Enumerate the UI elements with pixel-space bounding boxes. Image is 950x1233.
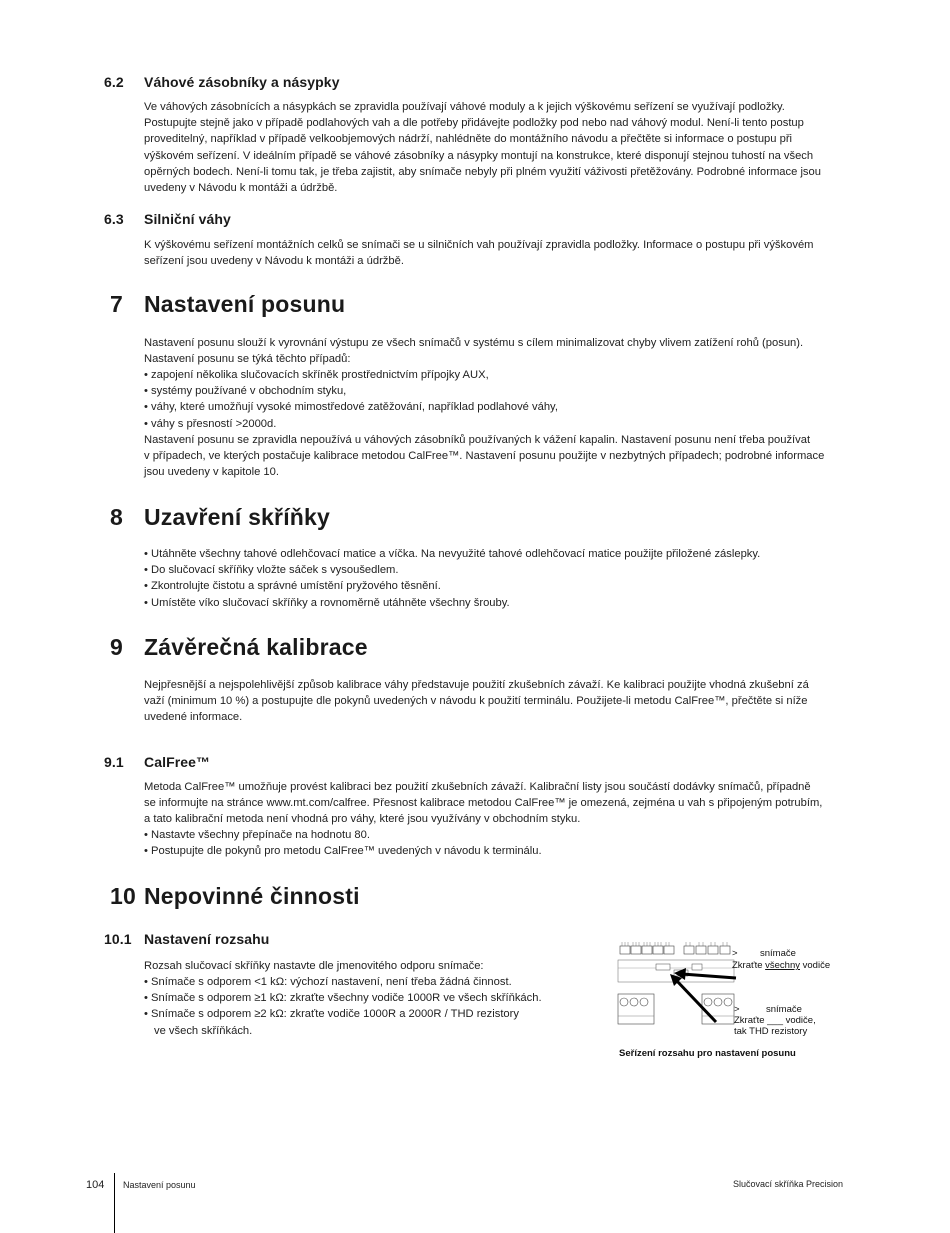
heading-number: 6.2 <box>104 74 124 90</box>
paragraph-6-2 <box>144 99 848 196</box>
span-adjustment-figure <box>616 940 848 1037</box>
list-item-continuation: ve všech skříňkách. <box>154 1024 253 1037</box>
list-item: • Snímače s odporem <1 kΩ: výchozí nastavení, není třeba žádná činnost. <box>144 974 584 990</box>
list-item: • Postupujte dle pokynů pro metodu CalFree™ uvedených v návodu k terminálu. <box>144 843 848 859</box>
list-item: • Snímače s odporem ≥2 kΩ: zkraťte vodiče 1000R a 2000R / THD rezistory <box>144 1006 584 1022</box>
paragraph-6-3 <box>144 237 848 269</box>
list-item: • Umístěte víko slučovací skříňky a rovnoměrně utáhněte všechny šrouby. <box>144 595 848 611</box>
chapter-number: 10 <box>110 883 136 909</box>
heading-title: Silniční váhy <box>144 211 231 227</box>
bullet-list-10-1 <box>144 974 584 1039</box>
text-line: Nastavení posunu se zpravidla nepoužívá u váhových zásobníků používaných k vážení kapalin. Nastavení posunu není třeba používat <box>144 434 811 446</box>
heading-title: Nastavení rozsahu <box>144 931 270 947</box>
paragraph-7-outro <box>144 432 848 481</box>
paragraph-9-1 <box>144 779 848 828</box>
text-line: jsou uvedeny v kapitole 10. <box>144 466 279 479</box>
bullet-list-8 <box>144 546 848 611</box>
list-item: • váhy s přesností >2000d. <box>144 416 848 432</box>
text-line: se informujte na stránce www.mt.com/calfree. Přesnost kalibrace metodou CalFree™ je omezená, zejména u vah s připojeným potrubím, <box>144 797 823 810</box>
footer-divider <box>114 1173 115 1233</box>
text-line: seřízení jsou uvedeny v Návodu k montáži a údržbě. <box>144 255 404 268</box>
page-number: 104 <box>86 1179 105 1191</box>
heading-number: 6.3 <box>104 211 124 227</box>
text-line: važí (minimum 10 %) a postupujte dle pokynů uvedených v návodu k použití terminálu. Použijete-li metodu CalFree™, přečtěte si níže <box>144 695 808 708</box>
chapter-number: 8 <box>110 504 123 530</box>
heading-number: 9.1 <box>104 754 124 770</box>
text-line: Postupujte stejně jako v případě podlahových vah a dle potřeby přidávejte podložky pod nebo nad váhový modul. Není-li tento postup <box>144 117 804 130</box>
figure-label-1-verb: Zkraťte <box>732 960 763 971</box>
text-line: uvedeny v Návodu k montáži a údržbě. <box>144 182 338 195</box>
figure-label-2-detail: tak THD rezistory <box>734 1026 808 1037</box>
heading-number: 10.1 <box>104 931 132 947</box>
heading-title: Váhové zásobníky a násypky <box>144 74 340 90</box>
text-line: Nastavení posunu slouží k vyrovnání výstupu ze všech snímačů v systému s cílem minimalizovat chyby vlivem zatížení rohů (posun). <box>144 337 804 349</box>
list-item: • Zkontrolujte čistotu a správné umístění pryžového těsnění. <box>144 578 848 594</box>
paragraph-9 <box>144 677 848 726</box>
figure-caption: Seřízení rozsahu pro nastavení posunu <box>619 1048 796 1059</box>
text-line: Nejpřesnější a nejspolehlivější způsob kalibrace váhy představuje použití zkušebních závaží. Ke kalibraci použijte vhodná zkušební zá <box>144 679 809 691</box>
figure-label-2-symbol: > <box>734 1004 740 1015</box>
text-line: Rozsah slučovací skříňky nastavte dle jmenovitého odporu snímače: <box>144 960 484 972</box>
list-item: • zapojení několika slučovacích skříněk prostřednictvím přípojky AUX, <box>144 367 848 383</box>
bullet-list-9-1 <box>144 827 848 859</box>
chapter-number: 7 <box>110 291 123 317</box>
chapter-number: 9 <box>110 634 123 660</box>
figure-label-1-symbol: > <box>732 948 738 959</box>
text-line: Ve váhových zásobnících a násypkách se zpravidla používají váhové moduly a k jejich výškovému seřízení se využívají podložky. <box>144 101 785 113</box>
chapter-title: Nepovinné činnosti <box>144 883 360 909</box>
list-item: • Utáhněte všechny tahové odlehčovací matice a víčka. Na nevyužité tahové odlehčovací matice použijte přiložené záslepky. <box>144 546 848 562</box>
footer-doc-title: Slučovací skříňka Precision <box>733 1179 844 1189</box>
text-line: opěrných bodech. Není-li tomu tak, je třeba zajistit, aby snímače nebyly při plném využití váživosti přetěžovány. Podrobné informace jsou <box>144 165 821 178</box>
list-item: • Nastavte všechny přepínače na hodnotu 80. <box>144 827 848 843</box>
paragraph-10-1 <box>144 958 584 974</box>
footer-section: Nastavení posunu <box>123 1180 196 1190</box>
list-item: • Snímače s odporem ≥1 kΩ: zkraťte všechny vodiče 1000R ve všech skříňkách. <box>144 990 584 1006</box>
bullet-list-7 <box>144 367 848 432</box>
list-item: • váhy, které umožňují vysoké mimostředové zatěžování, například podlahové váhy, <box>144 399 848 415</box>
figure-label-1-sensor: snímače <box>760 948 796 959</box>
paragraph-7-intro <box>144 335 848 367</box>
figure-label-1-action <box>732 960 830 972</box>
chapter-title: Závěrečná kalibrace <box>144 634 368 660</box>
text-line: uvedené informace. <box>144 711 243 724</box>
text-line: K výškovému seřízení montážních celků se snímači se u silničních vah používají zpravidla podložky. Informace o postupu při výškovém <box>144 239 814 251</box>
figure-label-2-sensor: snímače <box>766 1004 802 1015</box>
heading-title: CalFree™ <box>144 754 211 770</box>
figure-label-1-object: vodiče <box>802 960 831 971</box>
list-item: • systémy používané v obchodním styku, <box>144 383 848 399</box>
text-line: v případech, ve kterých postačuje kalibrace metodou CalFree™. Nastavení posunu použijte v nezbytných případech; podrobné informace <box>144 450 825 463</box>
figure-label-2-action: Zkraťte ___ vodiče, <box>734 1015 816 1026</box>
text-line: proveditelný, například v případě velkoobjemových nádrží, nahlédněte do montážního návodu a přečtěte si informace o postupu při <box>144 133 793 146</box>
figure-label-1-emphasis: všechny <box>765 960 800 971</box>
text-line: a tato kalibrační metoda není vhodná pro váhy, které jsou využívány v obchodním styku. <box>144 813 581 826</box>
text-line: výškovém seřízení. V ideálním případě se váhové zásobníky a násypky montují na konstrukce, které disponují stejnou tuhostí na všech <box>144 149 814 162</box>
chapter-title: Uzavření skříňky <box>144 504 331 530</box>
chapter-title: Nastavení posunu <box>144 291 346 317</box>
text-line: Nastavení posunu se týká těchto případů: <box>144 353 351 366</box>
text-line: Metoda CalFree™ umožňuje provést kalibraci bez použití zkušebních závaží. Kalibrační listy jsou součástí dodávky snímačů, případně <box>144 781 811 793</box>
list-item: • Do slučovací skříňky vložte sáček s vysoušedlem. <box>144 562 848 578</box>
